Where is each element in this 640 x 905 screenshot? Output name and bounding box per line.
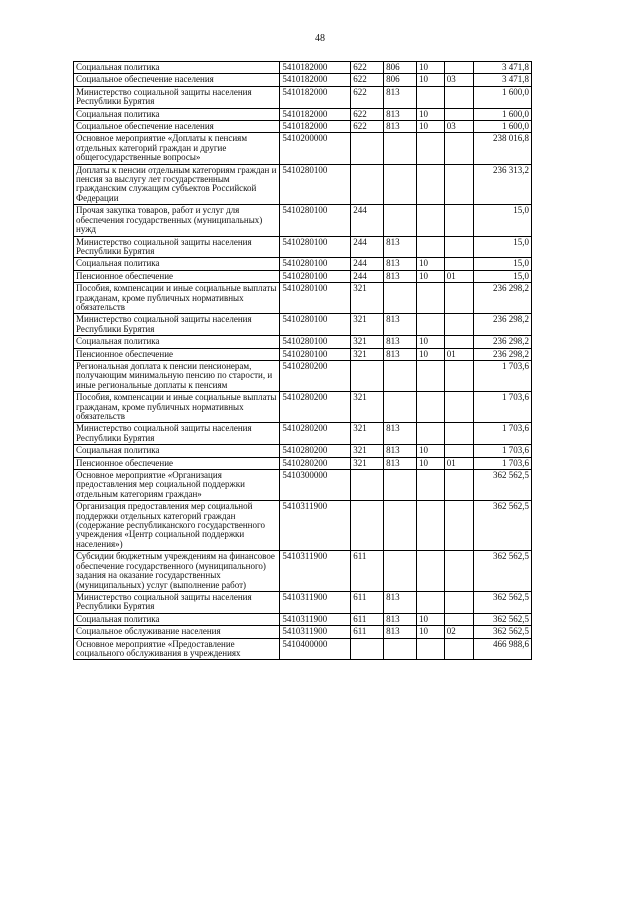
section-code-cell [416,392,444,423]
table-row [74,62,532,74]
target-article-code-cell: 5410280100 [280,205,351,236]
row-name-cell: Социальное обеспечение населения [74,121,280,133]
amount-cell: 362 562,5 [474,591,532,613]
subsection-code-cell: 03 [444,121,474,133]
subsection-code-cell [444,205,474,236]
ministry-code-cell: 813 [384,314,417,336]
amount-cell: 3 471,8 [474,74,532,86]
expense-type-code-cell: 622 [351,108,384,120]
row-name-cell: Министерство социальной защиты населения Республики Бурятия [74,236,280,258]
target-article-code-cell: 5410280200 [280,445,351,457]
section-code-cell [416,283,444,314]
amount-cell: 15,0 [474,258,532,270]
expense-type-code-cell: 321 [351,336,384,348]
ministry-code-cell: 813 [384,86,417,108]
target-article-code-cell: 5410182000 [280,86,351,108]
ministry-code-cell: 806 [384,74,417,86]
subsection-code-cell [444,360,474,391]
expense-type-code-cell: 321 [351,348,384,360]
expense-type-code-cell [351,360,384,391]
expense-type-code-cell: 244 [351,270,384,282]
amount-cell: 236 298,2 [474,283,532,314]
table-row [74,423,532,445]
ministry-code-cell [384,501,417,551]
subsection-code-cell [444,445,474,457]
subsection-code-cell [444,314,474,336]
row-name-cell: Социальная политика [74,445,280,457]
page-number: 48 [315,33,325,44]
row-name-cell: Региональная доплата к пенсии пенсионерам, получающим минимальную пенсию по старости, и иные региональные доплаты к пенсиям [74,360,280,391]
expense-type-code-cell: 244 [351,236,384,258]
table-row [74,638,532,660]
table-row [74,470,532,501]
section-code-cell [416,360,444,391]
row-name-cell: Основное мероприятие «Доплаты к пенсиям отдельных категорий граждан и другие общегосударственные вопросы» [74,133,280,164]
amount-cell: 236 313,2 [474,164,532,205]
subsection-code-cell [444,591,474,613]
amount-cell: 236 298,2 [474,314,532,336]
table-row [74,336,532,348]
row-name-cell: Пенсионное обеспечение [74,457,280,469]
section-code-cell [416,86,444,108]
amount-cell: 238 016,8 [474,133,532,164]
row-name-cell: Пенсионное обеспечение [74,270,280,282]
ministry-code-cell: 813 [384,445,417,457]
amount-cell: 1 703,6 [474,423,532,445]
subsection-code-cell [444,236,474,258]
ministry-code-cell [384,551,417,592]
row-name-cell: Социальная политика [74,613,280,625]
expense-type-code-cell: 321 [351,457,384,469]
ministry-code-cell [384,470,417,501]
table-row [74,121,532,133]
ministry-code-cell [384,133,417,164]
ministry-code-cell: 813 [384,457,417,469]
amount-cell: 362 562,5 [474,626,532,638]
row-name-cell: Социальное обеспечение населения [74,74,280,86]
ministry-code-cell: 813 [384,270,417,282]
expense-type-code-cell: 321 [351,392,384,423]
subsection-code-cell: 02 [444,626,474,638]
table-row [74,74,532,86]
amount-cell: 1 703,6 [474,392,532,423]
table-row [74,236,532,258]
target-article-code-cell: 5410311900 [280,501,351,551]
subsection-code-cell [444,283,474,314]
row-name-cell: Доплаты к пенсии отдельным категориям граждан и пенсия за выслугу лет государственным гражданским служащим субъектов Российской Федерации [74,164,280,205]
row-name-cell: Социальная политика [74,62,280,74]
row-name-cell: Министерство социальной защиты населения Республики Бурятия [74,423,280,445]
subsection-code-cell [444,258,474,270]
target-article-code-cell: 5410311900 [280,591,351,613]
ministry-code-cell [384,283,417,314]
section-code-cell: 10 [416,62,444,74]
expense-type-code-cell: 611 [351,551,384,592]
row-name-cell: Пособия, компенсации и иные социальные выплаты гражданам, кроме публичных нормативных обязательств [74,283,280,314]
table-row [74,445,532,457]
target-article-code-cell: 5410200000 [280,133,351,164]
expense-type-code-cell: 321 [351,445,384,457]
ministry-code-cell [384,360,417,391]
subsection-code-cell [444,336,474,348]
expense-type-code-cell: 611 [351,591,384,613]
section-code-cell: 10 [416,258,444,270]
target-article-code-cell: 5410280200 [280,457,351,469]
subsection-code-cell [444,501,474,551]
table-row [74,133,532,164]
table-row [74,591,532,613]
section-code-cell [416,591,444,613]
table-row [74,360,532,391]
section-code-cell [416,133,444,164]
target-article-code-cell: 5410280100 [280,314,351,336]
expense-type-code-cell: 321 [351,423,384,445]
target-article-code-cell: 5410182000 [280,108,351,120]
amount-cell: 362 562,5 [474,470,532,501]
ministry-code-cell [384,638,417,660]
subsection-code-cell: 01 [444,270,474,282]
amount-cell: 1 703,6 [474,457,532,469]
row-name-cell: Министерство социальной защиты населения Республики Бурятия [74,86,280,108]
expense-type-code-cell: 622 [351,74,384,86]
expense-type-code-cell [351,470,384,501]
section-code-cell [416,164,444,205]
target-article-code-cell: 5410280100 [280,164,351,205]
amount-cell: 1 600,0 [474,108,532,120]
target-article-code-cell: 5410311900 [280,613,351,625]
section-code-cell [416,236,444,258]
target-article-code-cell: 5410280100 [280,258,351,270]
amount-cell: 1 600,0 [474,121,532,133]
budget-table [73,61,532,660]
section-code-cell: 10 [416,626,444,638]
table-row [74,551,532,592]
target-article-code-cell: 5410182000 [280,121,351,133]
section-code-cell [416,551,444,592]
expense-type-code-cell: 622 [351,86,384,108]
expense-type-code-cell: 244 [351,205,384,236]
section-code-cell [416,423,444,445]
amount-cell: 236 298,2 [474,348,532,360]
table-row [74,613,532,625]
subsection-code-cell: 01 [444,348,474,360]
amount-cell: 15,0 [474,270,532,282]
ministry-code-cell: 813 [384,626,417,638]
row-name-cell: Основное мероприятие «Организация предоставления мер социальной поддержки отдельным категориям граждан» [74,470,280,501]
table-row [74,457,532,469]
amount-cell: 1 600,0 [474,86,532,108]
table-row [74,348,532,360]
table-row [74,258,532,270]
subsection-code-cell [444,133,474,164]
target-article-code-cell: 5410182000 [280,62,351,74]
ministry-code-cell: 813 [384,121,417,133]
table-row [74,392,532,423]
section-code-cell: 10 [416,445,444,457]
target-article-code-cell: 5410311900 [280,626,351,638]
expense-type-code-cell [351,164,384,205]
target-article-code-cell: 5410280200 [280,360,351,391]
expense-type-code-cell: 622 [351,121,384,133]
table-row [74,205,532,236]
subsection-code-cell [444,86,474,108]
amount-cell: 362 562,5 [474,501,532,551]
subsection-code-cell [444,392,474,423]
section-code-cell: 10 [416,121,444,133]
section-code-cell: 10 [416,348,444,360]
subsection-code-cell [444,613,474,625]
ministry-code-cell [384,205,417,236]
row-name-cell: Социальная политика [74,108,280,120]
subsection-code-cell [444,551,474,592]
section-code-cell [416,205,444,236]
row-name-cell: Субсидии бюджетным учреждениям на финансовое обеспечение государственного (муниципального) задания на оказание государственных (муниципальных) услуг (выполнение работ) [74,551,280,592]
ministry-code-cell: 813 [384,236,417,258]
ministry-code-cell: 813 [384,348,417,360]
section-code-cell [416,638,444,660]
expense-type-code-cell [351,133,384,164]
section-code-cell: 10 [416,270,444,282]
target-article-code-cell: 5410280100 [280,236,351,258]
subsection-code-cell [444,423,474,445]
target-article-code-cell: 5410280100 [280,348,351,360]
amount-cell: 236 298,2 [474,336,532,348]
row-name-cell: Социальное обслуживание населения [74,626,280,638]
ministry-code-cell: 806 [384,62,417,74]
section-code-cell: 10 [416,336,444,348]
expense-type-code-cell [351,638,384,660]
table-row [74,283,532,314]
expense-type-code-cell: 321 [351,314,384,336]
table-row [74,314,532,336]
subsection-code-cell: 01 [444,457,474,469]
expense-type-code-cell: 611 [351,626,384,638]
row-name-cell: Организация предоставления мер социальной поддержки отдельных категорий граждан (содержание республиканского государственного учреждения «Центр социальной поддержки населения») [74,501,280,551]
amount-cell: 362 562,5 [474,551,532,592]
row-name-cell: Пенсионное обеспечение [74,348,280,360]
budget-table-body [74,62,532,660]
amount-cell: 15,0 [474,236,532,258]
row-name-cell: Министерство социальной защиты населения Республики Бурятия [74,591,280,613]
table-row [74,108,532,120]
section-code-cell [416,470,444,501]
target-article-code-cell: 5410311900 [280,551,351,592]
section-code-cell: 10 [416,457,444,469]
target-article-code-cell: 5410280100 [280,336,351,348]
expense-type-code-cell: 611 [351,613,384,625]
expense-type-code-cell: 244 [351,258,384,270]
row-name-cell: Министерство социальной защиты населения Республики Бурятия [74,314,280,336]
amount-cell: 466 988,6 [474,638,532,660]
section-code-cell [416,501,444,551]
ministry-code-cell: 813 [384,423,417,445]
target-article-code-cell: 5410280200 [280,423,351,445]
subsection-code-cell [444,470,474,501]
row-name-cell: Пособия, компенсации и иные социальные выплаты гражданам, кроме публичных нормативных обязательств [74,392,280,423]
ministry-code-cell: 813 [384,108,417,120]
section-code-cell: 10 [416,74,444,86]
section-code-cell: 10 [416,613,444,625]
subsection-code-cell [444,164,474,205]
ministry-code-cell: 813 [384,613,417,625]
section-code-cell: 10 [416,108,444,120]
amount-cell: 362 562,5 [474,613,532,625]
target-article-code-cell: 5410280200 [280,392,351,423]
ministry-code-cell: 813 [384,258,417,270]
subsection-code-cell [444,638,474,660]
expense-type-code-cell: 622 [351,62,384,74]
target-article-code-cell: 5410300000 [280,470,351,501]
ministry-code-cell [384,164,417,205]
subsection-code-cell: 03 [444,74,474,86]
ministry-code-cell [384,392,417,423]
expense-type-code-cell: 321 [351,283,384,314]
amount-cell: 15,0 [474,205,532,236]
target-article-code-cell: 5410280100 [280,283,351,314]
row-name-cell: Прочая закупка товаров, работ и услуг для обеспечения государственных (муниципальных) нужд [74,205,280,236]
table-row [74,626,532,638]
table-row [74,164,532,205]
section-code-cell [416,314,444,336]
row-name-cell: Основное мероприятие «Предоставление социального обслуживания в учреждениях [74,638,280,660]
ministry-code-cell: 813 [384,591,417,613]
expense-type-code-cell [351,501,384,551]
ministry-code-cell: 813 [384,336,417,348]
target-article-code-cell: 5410400000 [280,638,351,660]
table-row [74,86,532,108]
amount-cell: 1 703,6 [474,445,532,457]
row-name-cell: Социальная политика [74,258,280,270]
target-article-code-cell: 5410182000 [280,74,351,86]
amount-cell: 1 703,6 [474,360,532,391]
amount-cell: 3 471,8 [474,62,532,74]
table-row [74,501,532,551]
target-article-code-cell: 5410280100 [280,270,351,282]
row-name-cell: Социальная политика [74,336,280,348]
subsection-code-cell [444,108,474,120]
table-row [74,270,532,282]
subsection-code-cell [444,62,474,74]
